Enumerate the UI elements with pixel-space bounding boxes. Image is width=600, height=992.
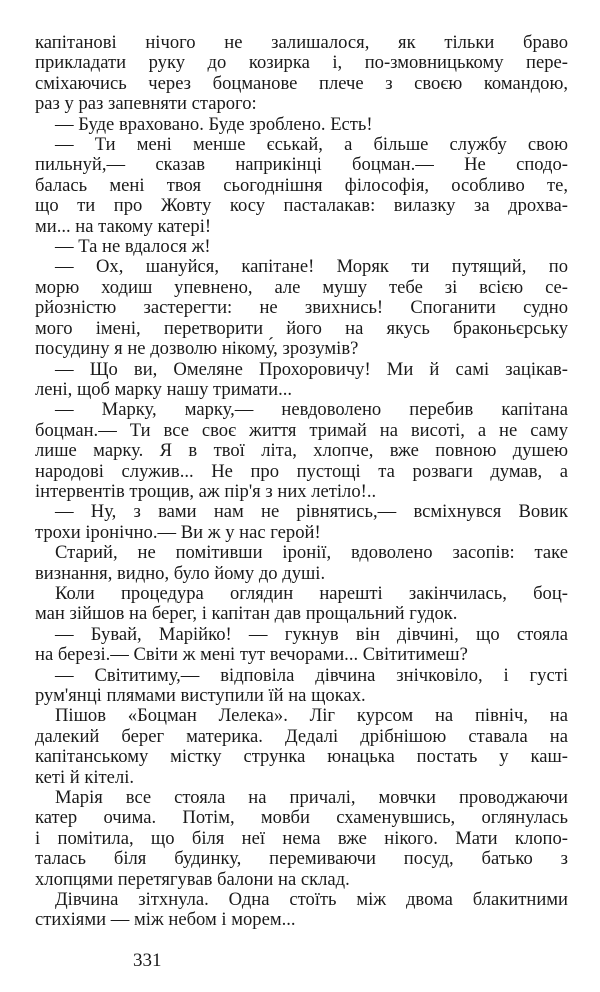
text-line: капітанському містку струнка юнацька постать у каш-	[35, 746, 568, 768]
text-line: — Ох, шануйся, капітане! Моряк ти путящий, по	[55, 256, 568, 278]
page-body-text	[35, 33, 568, 931]
paragraph	[35, 788, 568, 890]
text-line: на березі.— Світи ж мені тут вечорами... Світитимеш?	[35, 644, 468, 666]
text-line: ман зійшов на берег, і капітан дав прощальний гудок.	[35, 603, 458, 625]
paragraph	[35, 584, 568, 625]
text-line: посудину я не дозволю нікому́, зрозумів?	[35, 338, 359, 360]
text-line: і помітила, що біля неї нема вже нікого. Мати клопо-	[35, 827, 568, 849]
text-line: — Буде враховано. Буде зроблено. Есть!	[55, 113, 373, 135]
text-line: — Та не вдалося ж!	[55, 236, 211, 258]
text-line: ми... на такому катері!	[35, 215, 212, 237]
text-line: інтервентів трощив, аж пір'я з них летіло!..	[35, 480, 377, 502]
page-number: 331	[133, 950, 162, 971]
text-line: — Ти мені менше єськай, а більше службу свою	[55, 134, 568, 156]
text-line: — Марку, марку,— невдоволено перебив капітана	[55, 399, 568, 421]
paragraph	[35, 706, 568, 788]
text-line: прикладати руку до козирка і, по-змовницькому пере-	[35, 52, 568, 74]
text-line: морю ходиш упевнено, але мушу тебе зі всією се-	[35, 276, 568, 298]
text-line: кеті й кітелі.	[35, 766, 135, 788]
text-line: капітанові нічого не залишалося, як тільки браво	[35, 32, 568, 53]
text-line: — Світитиму,— відповіла дівчина знічковіло, і густі	[55, 664, 568, 686]
paragraph	[35, 237, 568, 257]
text-line: катер очима. Потім, мовби схаменувшись, оглянулась	[35, 807, 568, 829]
text-line: лише марку. Я в твої літа, хлопче, вже повною душею	[35, 440, 568, 462]
text-line: Коли процедура оглядин нарешті закінчилась, боц-	[55, 582, 568, 604]
text-line: Марія все стояла на причалі, мовчки проводжаючи	[55, 787, 568, 809]
text-line: пильнуй,— сказав наприкінці боцман.— Не сподо-	[35, 154, 568, 176]
text-line: лені, щоб марку нашу тримати...	[35, 378, 293, 400]
text-line: далекий берег материка. Дедалі дрібнішою ставала на	[35, 725, 568, 747]
paragraph	[35, 543, 568, 584]
paragraph	[35, 625, 568, 666]
text-line: Пішов «Боцман Лелека». Ліг курсом на північ, на	[55, 705, 568, 727]
text-line: Дівчина зітхнула. Одна стоїть між двома блакитними	[55, 889, 568, 911]
text-line: Старий, не помітивши іронії, вдоволено засопів: таке	[55, 542, 568, 564]
text-line: трохи іронічно.— Ви ж у нас герой!	[35, 521, 321, 543]
text-line: рум'янці плямами виступили їй на щоках.	[35, 685, 366, 706]
paragraph	[35, 400, 568, 502]
paragraph	[35, 360, 568, 401]
paragraph	[35, 115, 568, 135]
text-line: стихіями — між небом і морем...	[35, 909, 296, 931]
text-line: раз у раз запевняти старого:	[35, 93, 257, 115]
paragraph	[35, 257, 568, 359]
text-line: — Що ви, Омеляне Прохоровичу! Ми й самі зацікав-	[55, 358, 568, 380]
text-line: визнання, видно, було йому до душі.	[35, 562, 326, 584]
text-line: сміхаючись через боцманове плече з своєю командою,	[35, 72, 568, 94]
text-line: балась мені твоя сьогоднішня філософія, особливо те,	[35, 174, 568, 196]
paragraph	[35, 135, 568, 237]
paragraph	[35, 890, 568, 931]
text-line: рйозністю застерегти: не звихнись! Споганити судно	[35, 297, 568, 319]
text-line: хлопцями перетягував балони на склад.	[35, 868, 350, 890]
text-line: талась біля будинку, перемиваючи посуд, батько з	[35, 848, 568, 870]
text-line: мого імені, перетворити його на якусь браконьєрську	[35, 317, 568, 339]
text-line: — Ну, з вами нам не рівнятись,— всміхнувся Вовик	[55, 501, 568, 523]
text-line: — Бувай, Марійко! — гукнув він дівчині, що стояла	[55, 623, 568, 645]
paragraph	[35, 666, 568, 707]
paragraph	[35, 502, 568, 543]
text-line: що ти про Жовту косу пасталакав: вилазку за дрохва-	[35, 195, 568, 217]
text-line: народові служив... Не про пустощі та розваги думав, а	[35, 460, 568, 482]
text-line: боцман.— Ти все своє життя тримай на висоті, а не саму	[35, 419, 568, 441]
paragraph	[35, 33, 568, 115]
